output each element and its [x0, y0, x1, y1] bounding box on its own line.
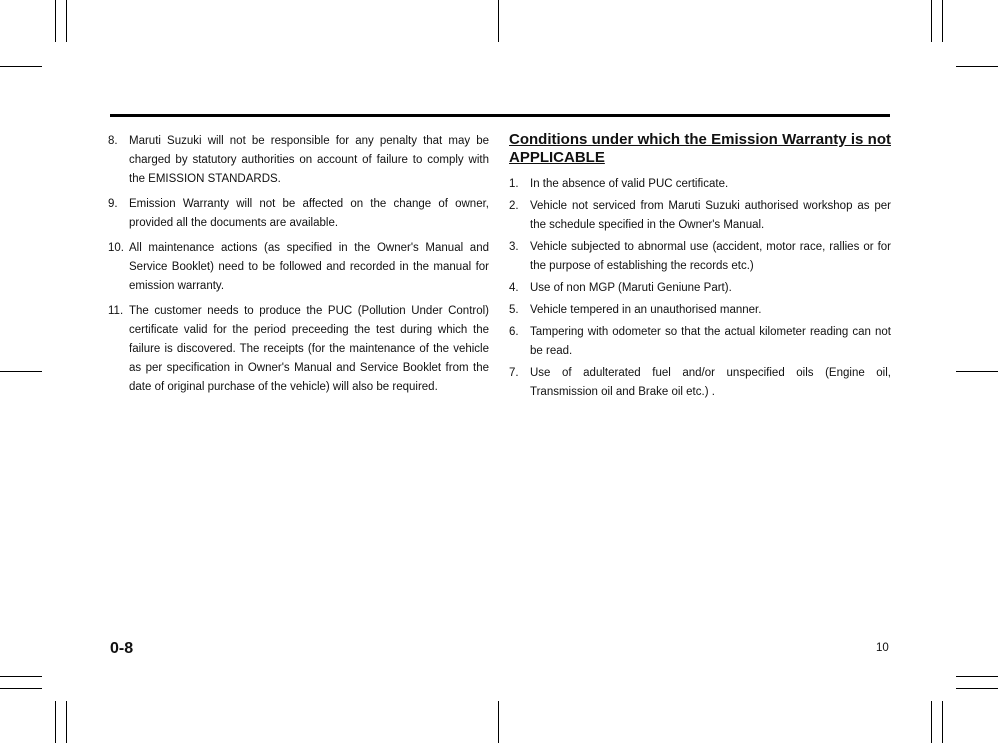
item-text: All maintenance actions (as specified in the Owner's Manual and Service Booklet) need to be followed and recorded in the manual for emission warranty. [129, 242, 489, 292]
list-item [108, 132, 489, 189]
item-text: Use of adulterated fuel and/or unspecified oils (Engine oil, Transmission oil and Brake oil etc.) . [530, 367, 891, 398]
item-number: 11. [108, 305, 124, 317]
page-number: 10 [876, 642, 889, 654]
item-text: Emission Warranty will not be affected on the change of owner, provided all the documents are available. [129, 198, 489, 229]
item-text: Vehicle not serviced from Maruti Suzuki authorised workshop as per the schedule specified in the Owner's Manual. [530, 200, 891, 231]
item-text: The customer needs to produce the PUC (Pollution Under Control) certificate valid for the period preceeding the test during which the failure is discovered. The receipts (for the maintenance of the vehicle as per specification in Owner's Manual and Service Booklet from the date of original purchase of the vehicle) will also be required. [129, 305, 489, 393]
item-text: Vehicle subjected to abnormal use (accident, motor race, rallies or for the purpose of establishing the records etc.) [530, 241, 891, 272]
item-text: Use of non MGP (Maruti Geniune Part). [530, 282, 732, 294]
list-item [509, 197, 891, 235]
list-item [509, 175, 891, 194]
item-number: 3. [509, 241, 519, 253]
item-number: 9. [108, 198, 118, 210]
list-item [509, 364, 891, 402]
heading-line-2: APPLICABLE [509, 149, 605, 166]
item-number: 7. [509, 367, 519, 379]
list-item [108, 195, 489, 233]
item-number: 5. [509, 304, 519, 316]
item-number: 4. [509, 282, 519, 294]
heading-line-1: Conditions under which the Emission Warranty is not [509, 131, 891, 148]
header-rule [110, 114, 890, 117]
item-text: Tampering with odometer so that the actual kilometer reading can not be read. [530, 326, 891, 357]
item-number: 6. [509, 326, 519, 338]
item-number: 10. [108, 242, 124, 254]
item-number: 1. [509, 178, 519, 190]
list-item [509, 279, 891, 298]
list-item [509, 238, 891, 276]
item-text: In the absence of valid PUC certificate. [530, 178, 729, 190]
item-text: Vehicle tempered in an unauthorised manner. [530, 304, 762, 316]
list-item [509, 301, 891, 320]
item-number: 2. [509, 200, 519, 212]
section-number: 0-8 [110, 640, 134, 657]
section-heading [509, 131, 891, 167]
list-item [108, 239, 489, 296]
right-column [509, 132, 891, 405]
list-item [108, 302, 489, 397]
left-column [108, 132, 489, 403]
item-text: Maruti Suzuki will not be responsible for any penalty that may be charged by statutory authorities on account of failure to comply with the EMISSION STANDARDS. [129, 135, 489, 185]
list-item [509, 323, 891, 361]
item-number: 8. [108, 135, 118, 147]
